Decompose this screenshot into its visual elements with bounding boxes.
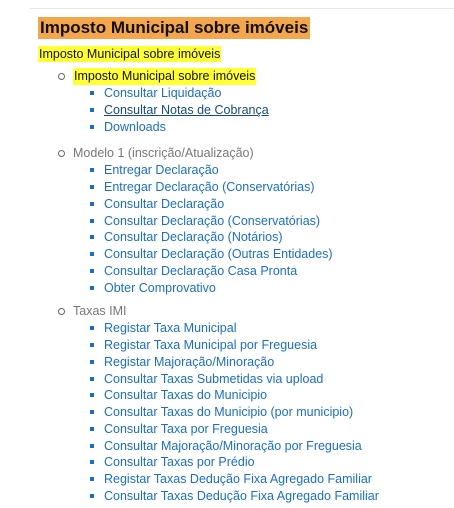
square-bullet-icon	[90, 252, 94, 256]
list-item	[90, 387, 379, 404]
list-item	[90, 471, 379, 488]
list-item	[90, 119, 269, 136]
list-item	[90, 404, 379, 421]
section-label: Imposto Municipal sobre imóveis	[74, 69, 256, 83]
link-list	[90, 85, 269, 135]
section-head	[58, 145, 333, 162]
list-item	[90, 162, 333, 179]
link-list	[90, 320, 379, 504]
list-item	[90, 354, 379, 371]
link-list	[90, 162, 333, 296]
link-consultar-taxas-submetidas-upload[interactable]: Consultar Taxas Submetidas via upload	[104, 371, 324, 386]
list-item	[90, 488, 379, 505]
square-bullet-icon	[90, 427, 94, 431]
square-bullet-icon	[90, 91, 94, 95]
square-bullet-icon	[90, 108, 94, 112]
list-item	[90, 320, 379, 337]
list-item	[90, 246, 333, 263]
square-bullet-icon	[90, 125, 94, 129]
square-bullet-icon	[90, 360, 94, 364]
square-bullet-icon	[90, 477, 94, 481]
page-subtitle: Imposto Municipal sobre imóveis	[39, 47, 221, 61]
link-entregar-declaracao[interactable]: Entregar Declaração	[104, 163, 219, 178]
page-title: Imposto Municipal sobre imóveis	[40, 18, 309, 37]
list-item	[90, 263, 333, 280]
list-item	[90, 212, 333, 229]
list-item	[90, 437, 379, 454]
square-bullet-icon	[90, 235, 94, 239]
list-item	[90, 196, 333, 213]
top-divider	[30, 8, 454, 9]
square-bullet-icon	[90, 219, 94, 223]
link-entregar-declaracao-conservatorias[interactable]: Entregar Declaração (Conservatórias)	[104, 180, 315, 195]
list-item	[90, 102, 269, 119]
section-imi	[58, 68, 269, 135]
link-obter-comprovativo[interactable]: Obter Comprovativo	[104, 280, 216, 295]
link-consultar-declaracao-conservatorias[interactable]: Consultar Declaração (Conservatórias)	[104, 213, 321, 228]
link-consultar-taxas-deducao-fixa[interactable]: Consultar Taxas Dedução Fixa Agregado Familiar	[104, 488, 379, 503]
list-item	[90, 85, 269, 102]
square-bullet-icon	[90, 286, 94, 290]
section-head	[58, 68, 269, 85]
square-bullet-icon	[90, 393, 94, 397]
link-consultar-notas-cobranca[interactable]: Consultar Notas de Cobrança	[104, 103, 269, 118]
link-consultar-declaracao[interactable]: Consultar Declaração	[104, 196, 225, 211]
circle-bullet-icon	[58, 73, 65, 80]
square-bullet-icon	[90, 377, 94, 381]
square-bullet-icon	[90, 326, 94, 330]
square-bullet-icon	[90, 460, 94, 464]
section-taxas-imi	[58, 303, 379, 504]
link-registar-taxas-deducao-fixa[interactable]: Registar Taxas Dedução Fixa Agregado Familiar	[104, 472, 372, 487]
section-label: Modelo 1 (inscrição/Atualização)	[73, 146, 254, 160]
square-bullet-icon	[90, 269, 94, 273]
square-bullet-icon	[90, 494, 94, 498]
link-registar-taxa-municipal-freguesia[interactable]: Registar Taxa Municipal por Freguesia	[104, 338, 318, 353]
list-item	[90, 421, 379, 438]
square-bullet-icon	[90, 185, 94, 189]
list-item	[90, 370, 379, 387]
square-bullet-icon	[90, 168, 94, 172]
link-consultar-declaracao-notarios[interactable]: Consultar Declaração (Notários)	[104, 230, 283, 245]
link-consultar-declaracao-casa-pronta[interactable]: Consultar Declaração Casa Pronta	[104, 263, 298, 278]
link-consultar-declaracao-outras-entidades[interactable]: Consultar Declaração (Outras Entidades)	[104, 247, 333, 262]
list-item	[90, 337, 379, 354]
list-item	[90, 454, 379, 471]
link-consultar-taxa-freguesia[interactable]: Consultar Taxa por Freguesia	[104, 421, 268, 436]
link-consultar-liquidacao[interactable]: Consultar Liquidação	[104, 86, 222, 101]
circle-bullet-icon	[58, 308, 65, 315]
link-registar-taxa-municipal[interactable]: Registar Taxa Municipal	[104, 321, 237, 336]
link-consultar-taxas-municipio-por-municipio[interactable]: Consultar Taxas do Municipio (por municipio)	[104, 405, 354, 420]
link-consultar-majoracao-minoracao-freguesia[interactable]: Consultar Majoração/Minoração por Freguesia	[104, 438, 362, 453]
circle-bullet-icon	[58, 150, 65, 157]
square-bullet-icon	[90, 343, 94, 347]
list-item	[90, 229, 333, 246]
square-bullet-icon	[90, 410, 94, 414]
square-bullet-icon	[90, 202, 94, 206]
link-consultar-taxas-municipio[interactable]: Consultar Taxas do Municipio	[104, 388, 268, 403]
section-head	[58, 303, 379, 320]
link-downloads[interactable]: Downloads	[104, 119, 166, 134]
section-modelo-1	[58, 145, 333, 296]
list-item	[90, 279, 333, 296]
section-label: Taxas IMI	[73, 304, 127, 318]
list-item	[90, 179, 333, 196]
link-consultar-taxas-predio[interactable]: Consultar Taxas por Prédio	[104, 455, 255, 470]
link-registar-majoracao-minoracao[interactable]: Registar Majoração/Minoração	[104, 354, 275, 369]
square-bullet-icon	[90, 444, 94, 448]
